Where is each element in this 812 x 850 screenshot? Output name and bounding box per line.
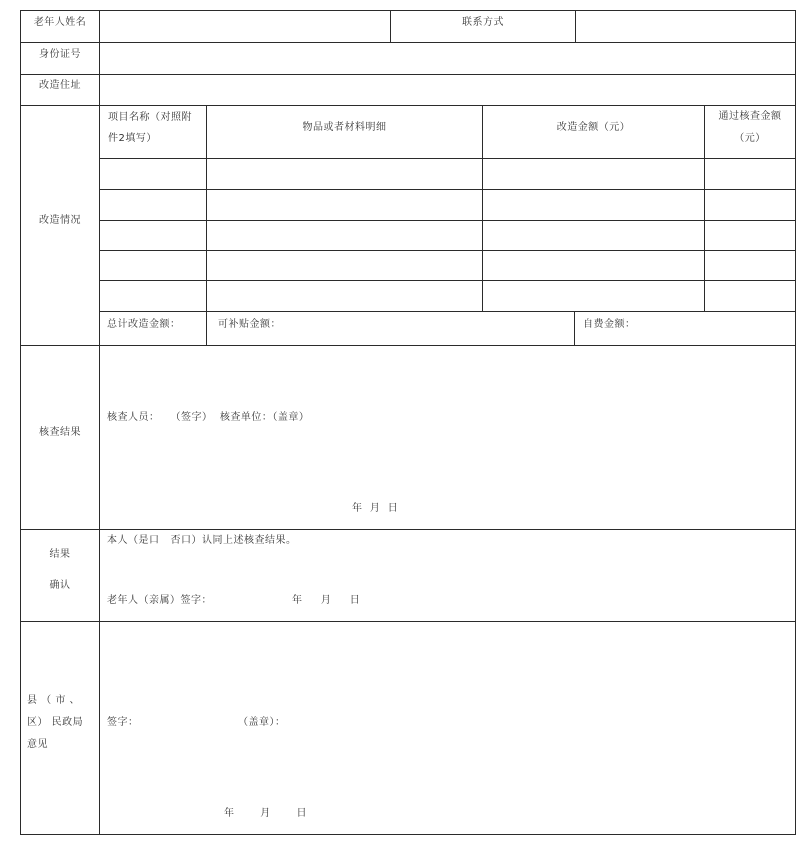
confirmation-label-line2: 确认 bbox=[49, 580, 71, 591]
civil-affairs-label-line1: 县 （ 市 、 bbox=[27, 695, 81, 706]
renovation-row-divider bbox=[99, 280, 796, 281]
table-border-right bbox=[795, 10, 796, 835]
name-row-divider bbox=[575, 10, 576, 43]
row-divider bbox=[20, 105, 796, 106]
renovation-section-label: 改造情况 bbox=[39, 215, 81, 226]
renovation-row-divider bbox=[99, 220, 796, 221]
header-renovation-amount: 改造金额（元） bbox=[556, 122, 631, 133]
row-divider bbox=[20, 529, 796, 530]
total-amount-label: 总计改造金额： bbox=[107, 319, 181, 330]
confirmation-label-line1: 结果 bbox=[49, 549, 71, 560]
confirmation-date: 年 月 日 bbox=[292, 595, 361, 606]
row-divider bbox=[20, 621, 796, 622]
renovation-col-divider bbox=[574, 311, 575, 346]
table-border-bottom bbox=[20, 834, 796, 835]
header-materials: 物品或者材料明细 bbox=[302, 122, 387, 133]
self-pay-amount-label: 自费金额： bbox=[583, 319, 636, 330]
contact-label: 联系方式 bbox=[462, 17, 504, 28]
row-divider bbox=[20, 74, 796, 75]
row-divider bbox=[20, 345, 796, 346]
subsidy-amount-label: 可补贴金额： bbox=[218, 319, 281, 330]
header-item-name-line1: 项目名称（对照附 bbox=[108, 112, 192, 123]
id-number-label: 身份证号 bbox=[39, 49, 81, 60]
address-label: 改造住址 bbox=[39, 80, 81, 91]
renovation-col-divider bbox=[482, 105, 483, 312]
verification-section-label: 核查结果 bbox=[39, 427, 81, 438]
label-column-divider bbox=[99, 10, 100, 835]
civil-affairs-label-line3: 意见 bbox=[27, 739, 48, 750]
civil-affairs-label-line2: 区） 民政局 bbox=[27, 717, 84, 728]
renovation-row-divider bbox=[99, 189, 796, 190]
civil-affairs-signature-label: 签字： bbox=[107, 717, 139, 728]
civil-affairs-date: 年 月 日 bbox=[224, 808, 308, 819]
row-divider bbox=[20, 42, 796, 43]
confirmation-statement: 本人（是口 否口）认同上述核查结果。 bbox=[107, 535, 297, 546]
renovation-col-divider bbox=[206, 105, 207, 346]
header-verified-amount-line2: （元） bbox=[734, 133, 766, 144]
header-item-name-line2: 件2填写） bbox=[108, 133, 157, 144]
verification-date: 年 月 日 bbox=[352, 503, 399, 514]
renovation-row-divider bbox=[99, 158, 796, 159]
renovation-row-divider bbox=[99, 311, 796, 312]
table-border-left bbox=[20, 10, 21, 835]
name-label: 老年人姓名 bbox=[33, 17, 87, 28]
civil-affairs-seal-label: （盖章）： bbox=[238, 717, 286, 728]
table-border-top bbox=[20, 10, 796, 11]
header-verified-amount-line1: 通过核查金额 bbox=[718, 111, 782, 122]
elder-signature-label: 老年人（亲属）签字： bbox=[107, 595, 212, 606]
renovation-row-divider bbox=[99, 250, 796, 251]
verification-signature-line: 核查人员： （签字） 核查单位：（盖章） bbox=[107, 412, 310, 423]
